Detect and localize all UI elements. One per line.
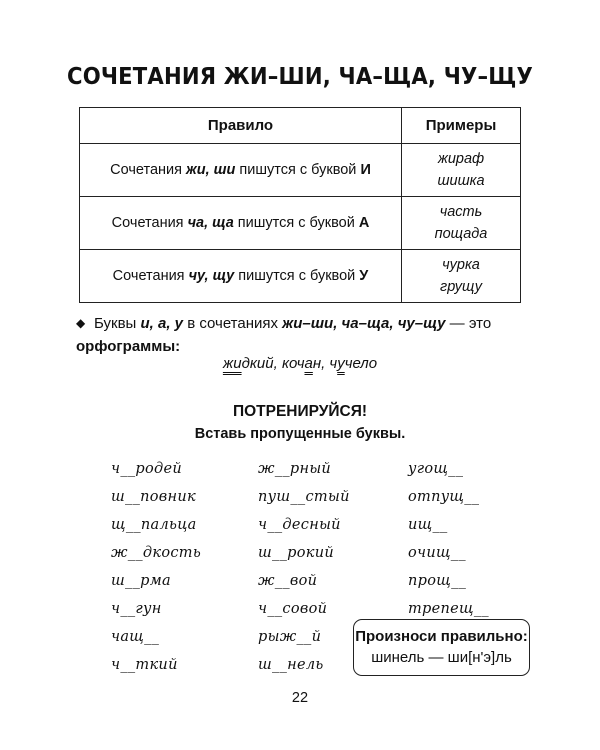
page-title: СОЧЕТАНИЯ ЖИ–ШИ, ЧА–ЩА, ЧУ–ЩУ xyxy=(66,64,533,90)
orthogram: жи xyxy=(222,355,242,372)
exercise-column xyxy=(408,455,489,623)
exercise-word: ш__повник xyxy=(111,489,196,505)
practice-section xyxy=(0,400,600,446)
practice-heading: ПОТРЕНИРУЙСЯ! xyxy=(232,403,368,420)
header-examples: Примеры xyxy=(402,108,521,144)
rule-combos: ча, ща xyxy=(187,215,234,231)
diamond-bullet-icon: ◆ xyxy=(76,316,86,330)
rule-text: пишутся с буквой xyxy=(233,215,359,231)
exercise-word: угощ__ xyxy=(408,461,464,477)
exercise-word: рыж__й xyxy=(258,629,322,645)
exercise-word: ч__родей xyxy=(111,461,183,477)
rule-text: Сочетания xyxy=(110,162,187,178)
note-text: — это xyxy=(445,315,492,332)
exercise-word: трепещ__ xyxy=(408,601,489,617)
rule-cell xyxy=(80,144,402,197)
table-row xyxy=(80,144,521,197)
exercise-word: ш__рма xyxy=(111,573,171,589)
rule-text: Сочетания xyxy=(111,215,188,231)
exercise-word: ш__нель xyxy=(258,657,324,673)
exercise-word: ш__рокий xyxy=(258,545,334,561)
examples-cell xyxy=(402,250,521,303)
exercise-word: прощ__ xyxy=(408,573,467,589)
example-word: чурка xyxy=(442,257,480,273)
note-text: Буквы xyxy=(94,315,141,332)
exercise-word: ч__десный xyxy=(258,517,341,533)
examples-cell xyxy=(402,144,521,197)
note-combos: жи–ши, ча–ща, чу–щу xyxy=(282,315,446,332)
rule-text: пишутся с буквой xyxy=(235,162,361,178)
table-header-row xyxy=(80,108,521,144)
exercise-word: ч__гун xyxy=(111,601,162,617)
rule-combos: чу, щу xyxy=(188,268,235,284)
example-word: жираф xyxy=(437,151,485,167)
example-word: чучело xyxy=(329,355,378,372)
exercise-word: ищ__ xyxy=(408,517,448,533)
rule-text: Сочетания xyxy=(112,268,189,284)
rule-cell xyxy=(80,250,402,303)
examples-cell xyxy=(402,197,521,250)
note-term: орфограммы: xyxy=(76,338,181,355)
exercise-word: ж__вой xyxy=(258,573,318,589)
page-number: 22 xyxy=(291,690,309,706)
exercise-word: ч__ткий xyxy=(111,657,178,673)
header-rule: Правило xyxy=(80,108,402,144)
exercise-word: отпущ__ xyxy=(408,489,480,505)
exercise-word: щ__пальца xyxy=(111,517,197,533)
rule-cell xyxy=(80,197,402,250)
exercise-word: ж__дкость xyxy=(111,545,202,561)
note-letters: и, а, у xyxy=(140,315,184,332)
orthogram: у xyxy=(337,355,345,372)
pronounce-text: шинель — ши[н'э]ль xyxy=(371,649,512,666)
example-word: грущу xyxy=(440,279,482,295)
exercise-word: чащ__ xyxy=(111,629,160,645)
rule-text: пишутся с буквой xyxy=(234,268,360,284)
rules-table xyxy=(79,107,521,303)
table-row xyxy=(80,197,521,250)
example-word: кочан, xyxy=(281,355,326,372)
pronounce-box xyxy=(353,619,530,676)
rule-letter: У xyxy=(359,268,369,284)
practice-instruction: Вставь пропущенные буквы. xyxy=(194,426,406,442)
rule-note xyxy=(76,312,526,358)
example-word: жидкий, xyxy=(222,355,278,372)
example-word: часть xyxy=(439,204,483,220)
exercise-word: ч__совой xyxy=(258,601,328,617)
rule-combos: жи, ши xyxy=(186,162,236,178)
note-text: в сочетаниях xyxy=(183,315,283,332)
rule-letter: А xyxy=(358,215,370,231)
exercise-column xyxy=(111,455,201,679)
pronounce-heading: Произноси правильно: xyxy=(355,628,528,645)
example-word: пощада xyxy=(434,226,488,242)
exercise-column xyxy=(258,455,350,679)
exercise-word: ж__рный xyxy=(258,461,332,477)
example-word: шишка xyxy=(437,173,485,189)
underlined-examples xyxy=(0,355,600,372)
rule-letter: И xyxy=(360,162,371,178)
orthogram: а xyxy=(304,355,313,372)
exercise-word: очищ__ xyxy=(408,545,466,561)
table-row xyxy=(80,250,521,303)
exercise-word: пуш__стый xyxy=(258,489,350,505)
